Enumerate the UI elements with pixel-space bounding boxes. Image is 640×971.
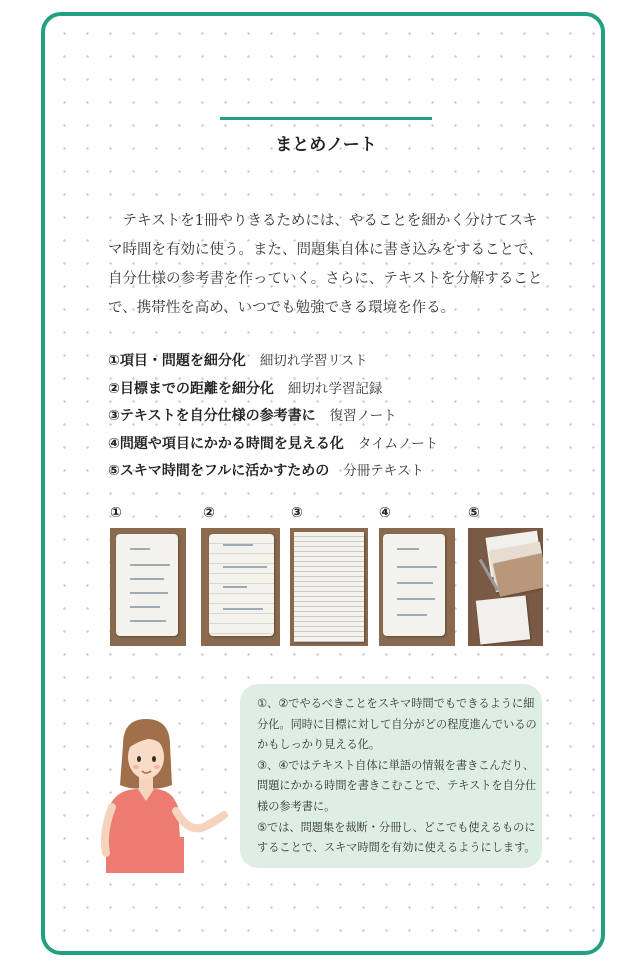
scribble (397, 598, 435, 600)
scribble (223, 608, 263, 610)
scribble (130, 620, 166, 622)
scribble (130, 564, 170, 566)
bubble-paragraph: ⑤では、問題集を裁断・分冊し、どこでも使えるものにすることで、スキマ時間を有効に使えるようにします。 (257, 820, 536, 855)
notebook-review-photo (290, 528, 368, 646)
scribble (397, 582, 433, 584)
photo-number: ② (203, 505, 215, 521)
scribble (397, 566, 437, 568)
notebook-record-photo (201, 528, 280, 646)
list-item-heading: ②目標までの距離を細分化 (108, 380, 274, 397)
text-sheet (294, 532, 364, 642)
bubble-paragraph: ①、②でやるべきことをスキマ時間でもできるように細分化。同時に目標に対して自分がどの程度進んでいるのかもしっかり見える化。 (257, 697, 537, 752)
photo-number: ⑤ (468, 505, 480, 521)
list-item (108, 401, 568, 429)
list-item-tool: 分冊テキスト (343, 463, 425, 479)
list-item-heading: ①項目・問題を細分化 (108, 353, 246, 369)
notebook-page (116, 534, 178, 636)
page-title: まとめノート (275, 135, 377, 155)
method-list (108, 346, 568, 484)
booklet (476, 596, 530, 645)
photo-number: ① (110, 505, 122, 521)
list-item-tool: タイムノート (357, 435, 439, 452)
split-textbook-photo (468, 528, 543, 646)
scribble (223, 586, 247, 588)
scribble (130, 578, 164, 580)
scribble (223, 566, 267, 568)
list-item (108, 374, 568, 402)
scribble (130, 592, 168, 594)
scribble (130, 606, 160, 608)
scribble (397, 614, 427, 616)
notebook-time-photo (379, 528, 455, 646)
list-item-heading: ③テキストを自分仕様の参考書に (108, 408, 316, 424)
intro-text: テキストを1冊やりきるためには、やることを細かく分けてスキマ時間を有効に使う。また、問題集自体に書き込みをすることで、自分仕様の参考書を作っていく。さらに、テキストを分解することで、携帯性を高め、いつでも勉強できる環境を作る。 (108, 213, 543, 316)
photo-number: ③ (291, 505, 303, 521)
woman-illustration (96, 715, 236, 873)
list-item-tool: 細切れ学習記録 (287, 380, 383, 397)
notebook-page (209, 534, 274, 636)
list-item (108, 346, 568, 374)
list-item-tool: 細切れ学習リスト (259, 353, 368, 369)
list-item-heading: ⑤スキマ時間をフルに活かすための (108, 463, 330, 479)
intro-paragraph (108, 207, 548, 323)
list-item-heading: ④問題や項目にかかる時間を見える化 (108, 435, 344, 452)
list-item (108, 429, 568, 457)
scribble (397, 548, 419, 550)
speech-bubble-text (257, 694, 542, 859)
title-rule (220, 117, 432, 120)
notebook-page (383, 534, 445, 636)
scribble (130, 548, 150, 550)
list-item-tool: 復習ノート (329, 408, 397, 424)
list-item (108, 456, 568, 484)
bubble-paragraph: ③、④ではテキスト自体に単語の情報を書きこんだり、問題にかかる時間を書きこむことで、テキストを自分仕様の参考書に。 (257, 758, 537, 813)
photo-number: ④ (379, 505, 391, 521)
notebook-list-photo (110, 528, 186, 646)
scribble (223, 544, 253, 546)
